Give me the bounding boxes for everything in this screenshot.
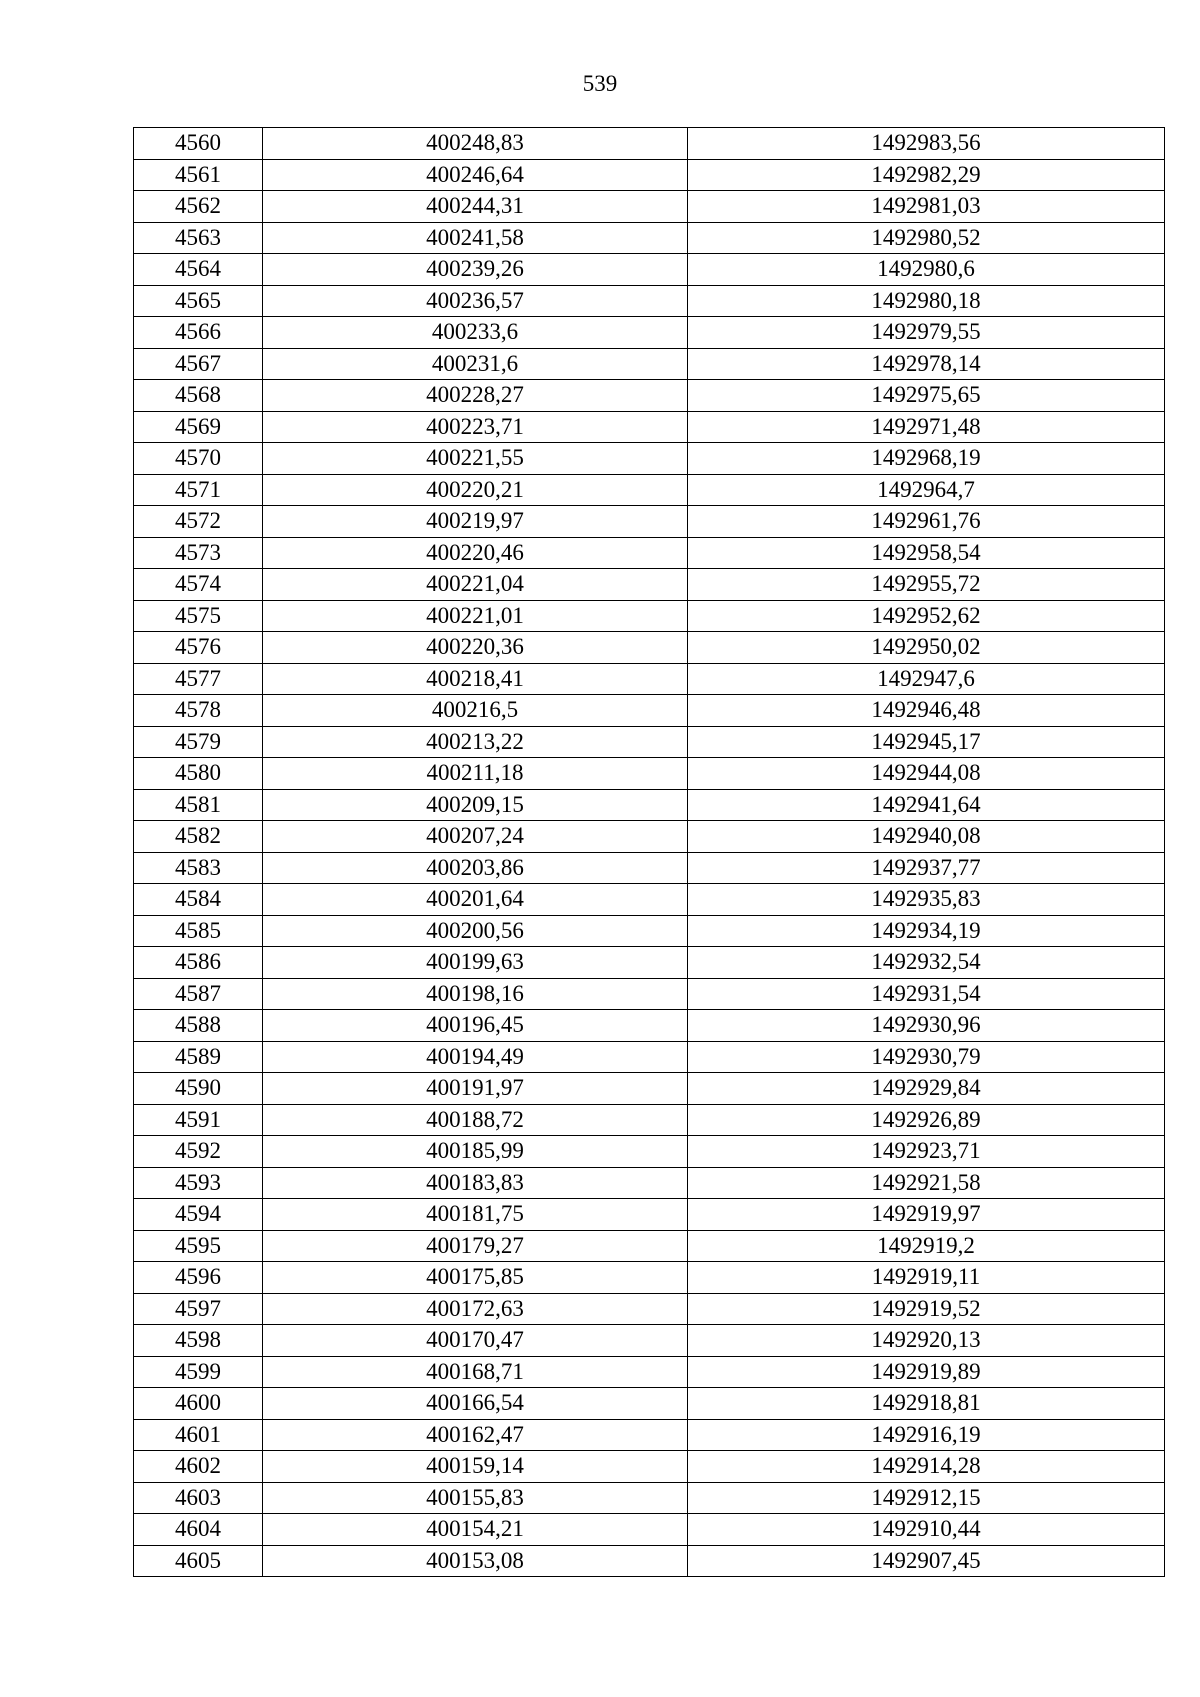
x-coordinate-cell: 400196,45 — [263, 1010, 688, 1042]
table-row — [134, 317, 1165, 349]
y-coordinate-cell: 1492929,84 — [688, 1073, 1165, 1105]
y-coordinate-cell: 1492932,54 — [688, 947, 1165, 979]
point-number-cell: 4590 — [134, 1073, 263, 1105]
point-number-cell: 4586 — [134, 947, 263, 979]
point-number-cell: 4582 — [134, 821, 263, 853]
y-coordinate-cell: 1492931,54 — [688, 978, 1165, 1010]
point-number-cell: 4567 — [134, 348, 263, 380]
x-coordinate-cell: 400228,27 — [263, 380, 688, 412]
table-row — [134, 758, 1165, 790]
x-coordinate-cell: 400218,41 — [263, 663, 688, 695]
point-number-cell: 4563 — [134, 222, 263, 254]
x-coordinate-cell: 400248,83 — [263, 128, 688, 160]
x-coordinate-cell: 400199,63 — [263, 947, 688, 979]
x-coordinate-cell: 400209,15 — [263, 789, 688, 821]
table-row — [134, 1451, 1165, 1483]
point-number-cell: 4564 — [134, 254, 263, 286]
y-coordinate-cell: 1492961,76 — [688, 506, 1165, 538]
point-number-cell: 4591 — [134, 1104, 263, 1136]
table-row — [134, 222, 1165, 254]
point-number-cell: 4600 — [134, 1388, 263, 1420]
y-coordinate-cell: 1492983,56 — [688, 128, 1165, 160]
x-coordinate-cell: 400188,72 — [263, 1104, 688, 1136]
y-coordinate-cell: 1492944,08 — [688, 758, 1165, 790]
x-coordinate-cell: 400223,71 — [263, 411, 688, 443]
y-coordinate-cell: 1492919,97 — [688, 1199, 1165, 1231]
page-number: 539 — [582, 71, 618, 96]
table-row — [134, 947, 1165, 979]
point-number-cell: 4570 — [134, 443, 263, 475]
point-number-cell: 4587 — [134, 978, 263, 1010]
x-coordinate-cell: 400191,97 — [263, 1073, 688, 1105]
point-number-cell: 4602 — [134, 1451, 263, 1483]
x-coordinate-cell: 400153,08 — [263, 1545, 688, 1577]
point-number-cell: 4599 — [134, 1356, 263, 1388]
y-coordinate-cell: 1492975,65 — [688, 380, 1165, 412]
point-number-cell: 4604 — [134, 1514, 263, 1546]
point-number-cell: 4561 — [134, 159, 263, 191]
table-row — [134, 380, 1165, 412]
table-row — [134, 1010, 1165, 1042]
point-number-cell: 4580 — [134, 758, 263, 790]
table-row — [134, 789, 1165, 821]
table-row — [134, 852, 1165, 884]
point-number-cell: 4568 — [134, 380, 263, 412]
x-coordinate-cell: 400154,21 — [263, 1514, 688, 1546]
x-coordinate-cell: 400233,6 — [263, 317, 688, 349]
table-row — [134, 254, 1165, 286]
coordinates-table — [133, 127, 1165, 1577]
table-row — [134, 348, 1165, 380]
point-number-cell: 4577 — [134, 663, 263, 695]
y-coordinate-cell: 1492946,48 — [688, 695, 1165, 727]
x-coordinate-cell: 400219,97 — [263, 506, 688, 538]
y-coordinate-cell: 1492919,52 — [688, 1293, 1165, 1325]
x-coordinate-cell: 400244,31 — [263, 191, 688, 223]
x-coordinate-cell: 400159,14 — [263, 1451, 688, 1483]
x-coordinate-cell: 400203,86 — [263, 852, 688, 884]
x-coordinate-cell: 400220,36 — [263, 632, 688, 664]
table-row — [134, 695, 1165, 727]
point-number-cell: 4595 — [134, 1230, 263, 1262]
x-coordinate-cell: 400221,01 — [263, 600, 688, 632]
x-coordinate-cell: 400236,57 — [263, 285, 688, 317]
point-number-cell: 4594 — [134, 1199, 263, 1231]
table-row — [134, 884, 1165, 916]
point-number-cell: 4584 — [134, 884, 263, 916]
point-number-cell: 4573 — [134, 537, 263, 569]
y-coordinate-cell: 1492919,2 — [688, 1230, 1165, 1262]
x-coordinate-cell: 400201,64 — [263, 884, 688, 916]
y-coordinate-cell: 1492978,14 — [688, 348, 1165, 380]
table-row — [134, 1199, 1165, 1231]
table-row — [134, 506, 1165, 538]
y-coordinate-cell: 1492910,44 — [688, 1514, 1165, 1546]
point-number-cell: 4585 — [134, 915, 263, 947]
point-number-cell: 4566 — [134, 317, 263, 349]
point-number-cell: 4597 — [134, 1293, 263, 1325]
table-row — [134, 1325, 1165, 1357]
x-coordinate-cell: 400168,71 — [263, 1356, 688, 1388]
y-coordinate-cell: 1492918,81 — [688, 1388, 1165, 1420]
y-coordinate-cell: 1492941,64 — [688, 789, 1165, 821]
x-coordinate-cell: 400181,75 — [263, 1199, 688, 1231]
table-row — [134, 443, 1165, 475]
x-coordinate-cell: 400170,47 — [263, 1325, 688, 1357]
table-row — [134, 1167, 1165, 1199]
point-number-cell: 4560 — [134, 128, 263, 160]
y-coordinate-cell: 1492940,08 — [688, 821, 1165, 853]
table-row — [134, 1230, 1165, 1262]
table-row — [134, 285, 1165, 317]
y-coordinate-cell: 1492920,13 — [688, 1325, 1165, 1357]
y-coordinate-cell: 1492947,6 — [688, 663, 1165, 695]
table-row — [134, 411, 1165, 443]
table-row — [134, 1041, 1165, 1073]
x-coordinate-cell: 400220,21 — [263, 474, 688, 506]
table-row — [134, 1073, 1165, 1105]
x-coordinate-cell: 400211,18 — [263, 758, 688, 790]
point-number-cell: 4578 — [134, 695, 263, 727]
y-coordinate-cell: 1492926,89 — [688, 1104, 1165, 1136]
x-coordinate-cell: 400241,58 — [263, 222, 688, 254]
point-number-cell: 4605 — [134, 1545, 263, 1577]
x-coordinate-cell: 400198,16 — [263, 978, 688, 1010]
point-number-cell: 4572 — [134, 506, 263, 538]
table-row — [134, 632, 1165, 664]
x-coordinate-cell: 400220,46 — [263, 537, 688, 569]
table-row — [134, 1262, 1165, 1294]
x-coordinate-cell: 400175,85 — [263, 1262, 688, 1294]
y-coordinate-cell: 1492935,83 — [688, 884, 1165, 916]
x-coordinate-cell: 400194,49 — [263, 1041, 688, 1073]
y-coordinate-cell: 1492912,15 — [688, 1482, 1165, 1514]
table-row — [134, 1136, 1165, 1168]
table-row — [134, 915, 1165, 947]
table-row — [134, 1514, 1165, 1546]
table-row — [134, 1482, 1165, 1514]
y-coordinate-cell: 1492964,7 — [688, 474, 1165, 506]
point-number-cell: 4588 — [134, 1010, 263, 1042]
x-coordinate-cell: 400162,47 — [263, 1419, 688, 1451]
x-coordinate-cell: 400172,63 — [263, 1293, 688, 1325]
point-number-cell: 4571 — [134, 474, 263, 506]
table-row — [134, 474, 1165, 506]
y-coordinate-cell: 1492930,79 — [688, 1041, 1165, 1073]
x-coordinate-cell: 400216,5 — [263, 695, 688, 727]
point-number-cell: 4562 — [134, 191, 263, 223]
table-row — [134, 1419, 1165, 1451]
point-number-cell: 4596 — [134, 1262, 263, 1294]
table-row — [134, 1293, 1165, 1325]
table-row — [134, 569, 1165, 601]
y-coordinate-cell: 1492923,71 — [688, 1136, 1165, 1168]
table-row — [134, 821, 1165, 853]
point-number-cell: 4579 — [134, 726, 263, 758]
y-coordinate-cell: 1492952,62 — [688, 600, 1165, 632]
x-coordinate-cell: 400246,64 — [263, 159, 688, 191]
y-coordinate-cell: 1492982,29 — [688, 159, 1165, 191]
table-row — [134, 1545, 1165, 1577]
table-row — [134, 1104, 1165, 1136]
table-row — [134, 1356, 1165, 1388]
y-coordinate-cell: 1492950,02 — [688, 632, 1165, 664]
y-coordinate-cell: 1492907,45 — [688, 1545, 1165, 1577]
point-number-cell: 4603 — [134, 1482, 263, 1514]
x-coordinate-cell: 400239,26 — [263, 254, 688, 286]
table-row — [134, 726, 1165, 758]
point-number-cell: 4589 — [134, 1041, 263, 1073]
x-coordinate-cell: 400207,24 — [263, 821, 688, 853]
table-row — [134, 1388, 1165, 1420]
y-coordinate-cell: 1492980,6 — [688, 254, 1165, 286]
x-coordinate-cell: 400166,54 — [263, 1388, 688, 1420]
y-coordinate-cell: 1492919,89 — [688, 1356, 1165, 1388]
y-coordinate-cell: 1492934,19 — [688, 915, 1165, 947]
y-coordinate-cell: 1492955,72 — [688, 569, 1165, 601]
y-coordinate-cell: 1492914,28 — [688, 1451, 1165, 1483]
point-number-cell: 4598 — [134, 1325, 263, 1357]
x-coordinate-cell: 400155,83 — [263, 1482, 688, 1514]
y-coordinate-cell: 1492921,58 — [688, 1167, 1165, 1199]
table-row — [134, 191, 1165, 223]
point-number-cell: 4593 — [134, 1167, 263, 1199]
point-number-cell: 4601 — [134, 1419, 263, 1451]
table-row — [134, 159, 1165, 191]
point-number-cell: 4565 — [134, 285, 263, 317]
y-coordinate-cell: 1492979,55 — [688, 317, 1165, 349]
x-coordinate-cell: 400200,56 — [263, 915, 688, 947]
y-coordinate-cell: 1492981,03 — [688, 191, 1165, 223]
point-number-cell: 4569 — [134, 411, 263, 443]
x-coordinate-cell: 400179,27 — [263, 1230, 688, 1262]
x-coordinate-cell: 400213,22 — [263, 726, 688, 758]
point-number-cell: 4583 — [134, 852, 263, 884]
y-coordinate-cell: 1492980,18 — [688, 285, 1165, 317]
y-coordinate-cell: 1492916,19 — [688, 1419, 1165, 1451]
table-row — [134, 978, 1165, 1010]
y-coordinate-cell: 1492971,48 — [688, 411, 1165, 443]
x-coordinate-cell: 400183,83 — [263, 1167, 688, 1199]
x-coordinate-cell: 400221,55 — [263, 443, 688, 475]
coordinates-table-body — [134, 128, 1165, 1577]
table-row — [134, 128, 1165, 160]
y-coordinate-cell: 1492958,54 — [688, 537, 1165, 569]
y-coordinate-cell: 1492930,96 — [688, 1010, 1165, 1042]
y-coordinate-cell: 1492980,52 — [688, 222, 1165, 254]
x-coordinate-cell: 400221,04 — [263, 569, 688, 601]
point-number-cell: 4575 — [134, 600, 263, 632]
y-coordinate-cell: 1492968,19 — [688, 443, 1165, 475]
y-coordinate-cell: 1492937,77 — [688, 852, 1165, 884]
table-row — [134, 537, 1165, 569]
x-coordinate-cell: 400231,6 — [263, 348, 688, 380]
table-row — [134, 663, 1165, 695]
point-number-cell: 4576 — [134, 632, 263, 664]
point-number-cell: 4592 — [134, 1136, 263, 1168]
table-row — [134, 600, 1165, 632]
point-number-cell: 4574 — [134, 569, 263, 601]
y-coordinate-cell: 1492919,11 — [688, 1262, 1165, 1294]
point-number-cell: 4581 — [134, 789, 263, 821]
x-coordinate-cell: 400185,99 — [263, 1136, 688, 1168]
y-coordinate-cell: 1492945,17 — [688, 726, 1165, 758]
